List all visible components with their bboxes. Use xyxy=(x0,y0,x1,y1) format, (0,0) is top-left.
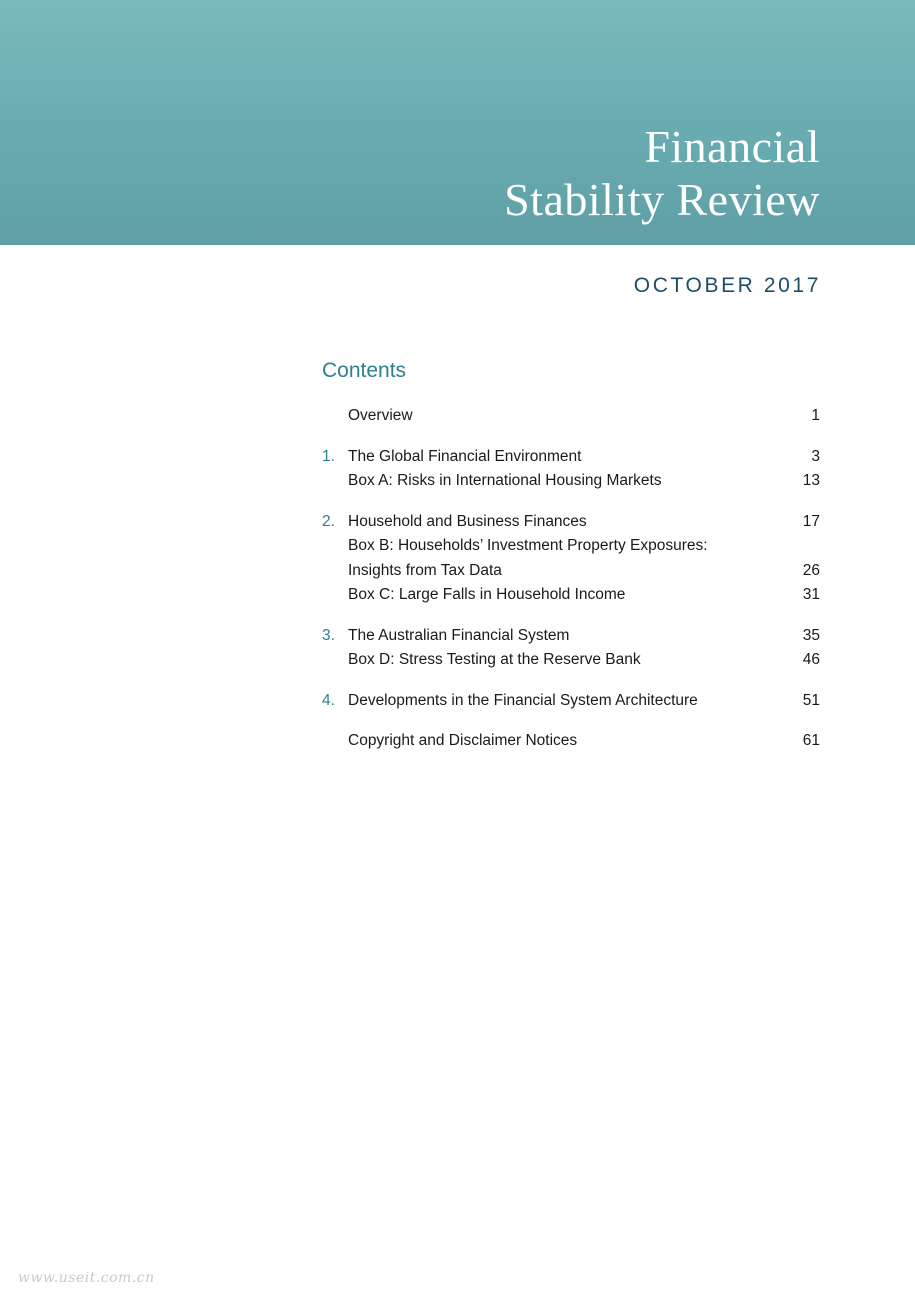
toc-entry-page: 1 xyxy=(811,407,820,424)
toc-entry-copyright[interactable] xyxy=(322,729,820,754)
toc-entry-title: Box C: Large Falls in Household Income xyxy=(348,586,626,603)
title-line-2: Stability Review xyxy=(504,174,820,225)
publication-title xyxy=(504,120,820,226)
toc-group xyxy=(322,729,820,754)
toc-group xyxy=(322,510,820,608)
toc-entry-box-a[interactable] xyxy=(322,469,820,494)
toc-entry-title: The Global Financial Environment xyxy=(348,447,582,465)
toc-entry-page: 26 xyxy=(802,561,820,579)
toc-entry-number: 1. xyxy=(322,447,335,465)
toc-group xyxy=(322,624,820,673)
toc-entry-page: 35 xyxy=(802,626,820,644)
toc-entry-chapter-3[interactable] xyxy=(322,624,820,649)
toc-entry-title: Insights from Tax Data xyxy=(348,561,502,579)
site-watermark: www.useit.com.cn xyxy=(18,1270,155,1286)
toc-entry-title: Developments in the Financial System Architecture xyxy=(348,691,698,709)
toc-entry-chapter-2[interactable] xyxy=(322,510,820,535)
toc-entry-number: 3. xyxy=(322,626,335,644)
toc-entry-number: 2. xyxy=(322,512,335,530)
issue-date: OCTOBER 2017 xyxy=(633,274,821,297)
toc-entry-page: 3 xyxy=(811,447,820,465)
toc-entry-page: 61 xyxy=(802,732,820,749)
table-of-contents xyxy=(322,404,820,770)
toc-group xyxy=(322,404,820,429)
toc-entry-title: Copyright and Disclaimer Notices xyxy=(348,732,578,749)
toc-entry-title: Household and Business Finances xyxy=(348,512,587,530)
toc-entry-box-b[interactable] xyxy=(322,534,820,559)
toc-entry-chapter-4[interactable] xyxy=(322,689,820,714)
toc-entry-number: 4. xyxy=(322,691,335,709)
toc-entry-page: 31 xyxy=(802,586,820,603)
toc-entry-title: Box B: Households’ Investment Property Exposures: xyxy=(348,537,708,554)
header-banner xyxy=(0,0,915,245)
toc-entry-box-b-continued[interactable] xyxy=(322,559,820,584)
toc-entry-chapter-1[interactable] xyxy=(322,445,820,470)
toc-entry-title: Box D: Stress Testing at the Reserve Bank xyxy=(348,651,641,668)
toc-entry-page: 17 xyxy=(802,512,820,530)
toc-group xyxy=(322,689,820,714)
toc-entry-title: The Australian Financial System xyxy=(348,626,570,644)
title-line-1: Financial xyxy=(644,121,820,172)
toc-entry-title: Overview xyxy=(348,407,413,424)
toc-entry-page: 51 xyxy=(802,691,820,709)
toc-entry-title: Box A: Risks in International Housing Markets xyxy=(348,472,662,489)
contents-heading: Contents xyxy=(322,359,407,382)
toc-entry-page: 46 xyxy=(802,651,820,668)
toc-group xyxy=(322,445,820,494)
toc-entry-overview[interactable] xyxy=(322,404,820,429)
toc-entry-box-c[interactable] xyxy=(322,583,820,608)
toc-entry-page: 13 xyxy=(802,472,820,489)
toc-entry-box-d[interactable] xyxy=(322,648,820,673)
